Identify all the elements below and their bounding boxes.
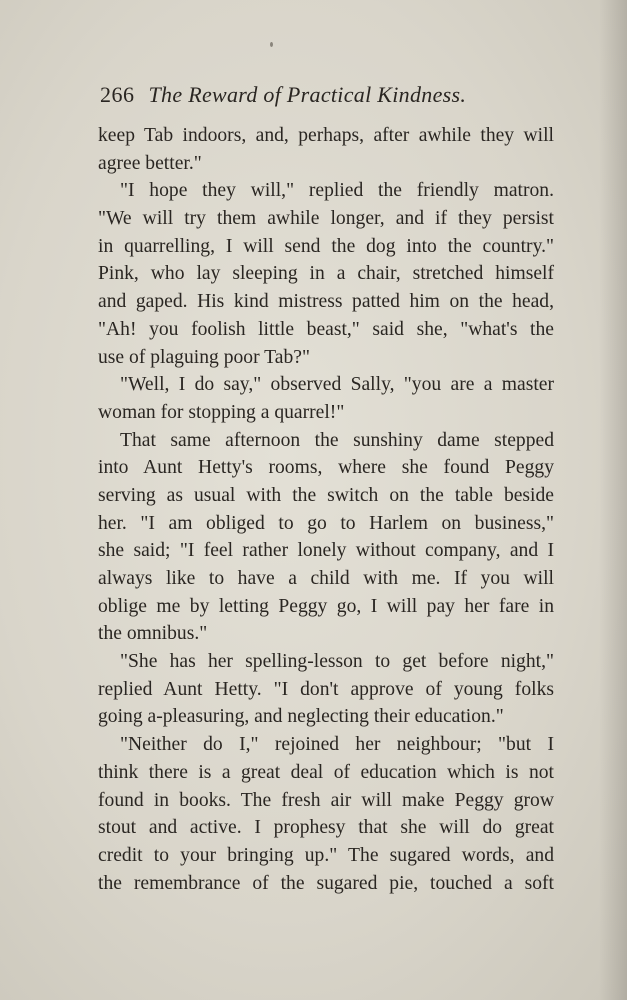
text-line: replied Aunt Hetty. "I don't approve of young folks [98, 678, 554, 700]
text-line: her. "I am obliged to go to Harlem on business," [98, 512, 554, 534]
text-line: always like to have a child with me. If you will [98, 568, 554, 589]
text-line: into Aunt Hetty's rooms, where she found Peggy [98, 457, 554, 479]
text-line: think there is a great deal of education which is not [98, 761, 554, 783]
page-number: 266 [100, 82, 135, 107]
text-line: use of plaguing poor Tab?" [98, 346, 310, 368]
text-line: the remembrance of the sugared pie, touched a soft [98, 872, 554, 894]
text-line: Pink, who lay sleeping in a chair, stretched himself [98, 263, 554, 285]
text-line: That same afternoon the sunshiny dame stepped [120, 429, 554, 451]
text-line: in quarrelling, I will send the dog into the country." [98, 235, 554, 257]
text-line: the omnibus." [98, 623, 208, 645]
text-line: woman for stopping a quarrel!" [98, 401, 345, 423]
text-line: "Ah! you foolish little beast," said she, "what's the [98, 318, 554, 340]
text-line: credit to your bringing up." The sugared words, and [98, 844, 554, 866]
text-line: going a-pleasuring, and neglecting their education." [98, 706, 504, 728]
text-line: "Well, I do say," observed Sally, "you are a master [120, 374, 554, 396]
text-line: and gaped. His kind mistress patted him on the head, [98, 291, 554, 313]
text-line: oblige me by letting Peggy go, I will pay her fare in [98, 595, 554, 617]
text-line: "We will try them awhile longer, and if they persist [98, 208, 554, 230]
text-line: "Neither do I," rejoined her neighbour; "but I [120, 734, 554, 756]
text-line: serving as usual with the switch on the table beside [98, 484, 554, 506]
running-header [100, 78, 530, 112]
spine-shadow [599, 0, 627, 1000]
body-text [98, 122, 554, 897]
text-line: "I hope they will," replied the friendly matron. [120, 180, 554, 202]
text-line: keep Tab indoors, and, perhaps, after awhile they will [98, 125, 554, 146]
text-line: agree better." [98, 152, 202, 174]
text-line: found in books. The fresh air will make Peggy grow [98, 789, 554, 811]
text-line: stout and active. I prophesy that she will do great [98, 817, 554, 839]
paper-speck [270, 42, 273, 47]
running-title: The Reward of Practical Kindness. [148, 82, 467, 107]
text-line: "She has her spelling-lesson to get before night," [120, 651, 554, 673]
text-line: she said; "I feel rather lonely without company, and I [98, 540, 554, 562]
